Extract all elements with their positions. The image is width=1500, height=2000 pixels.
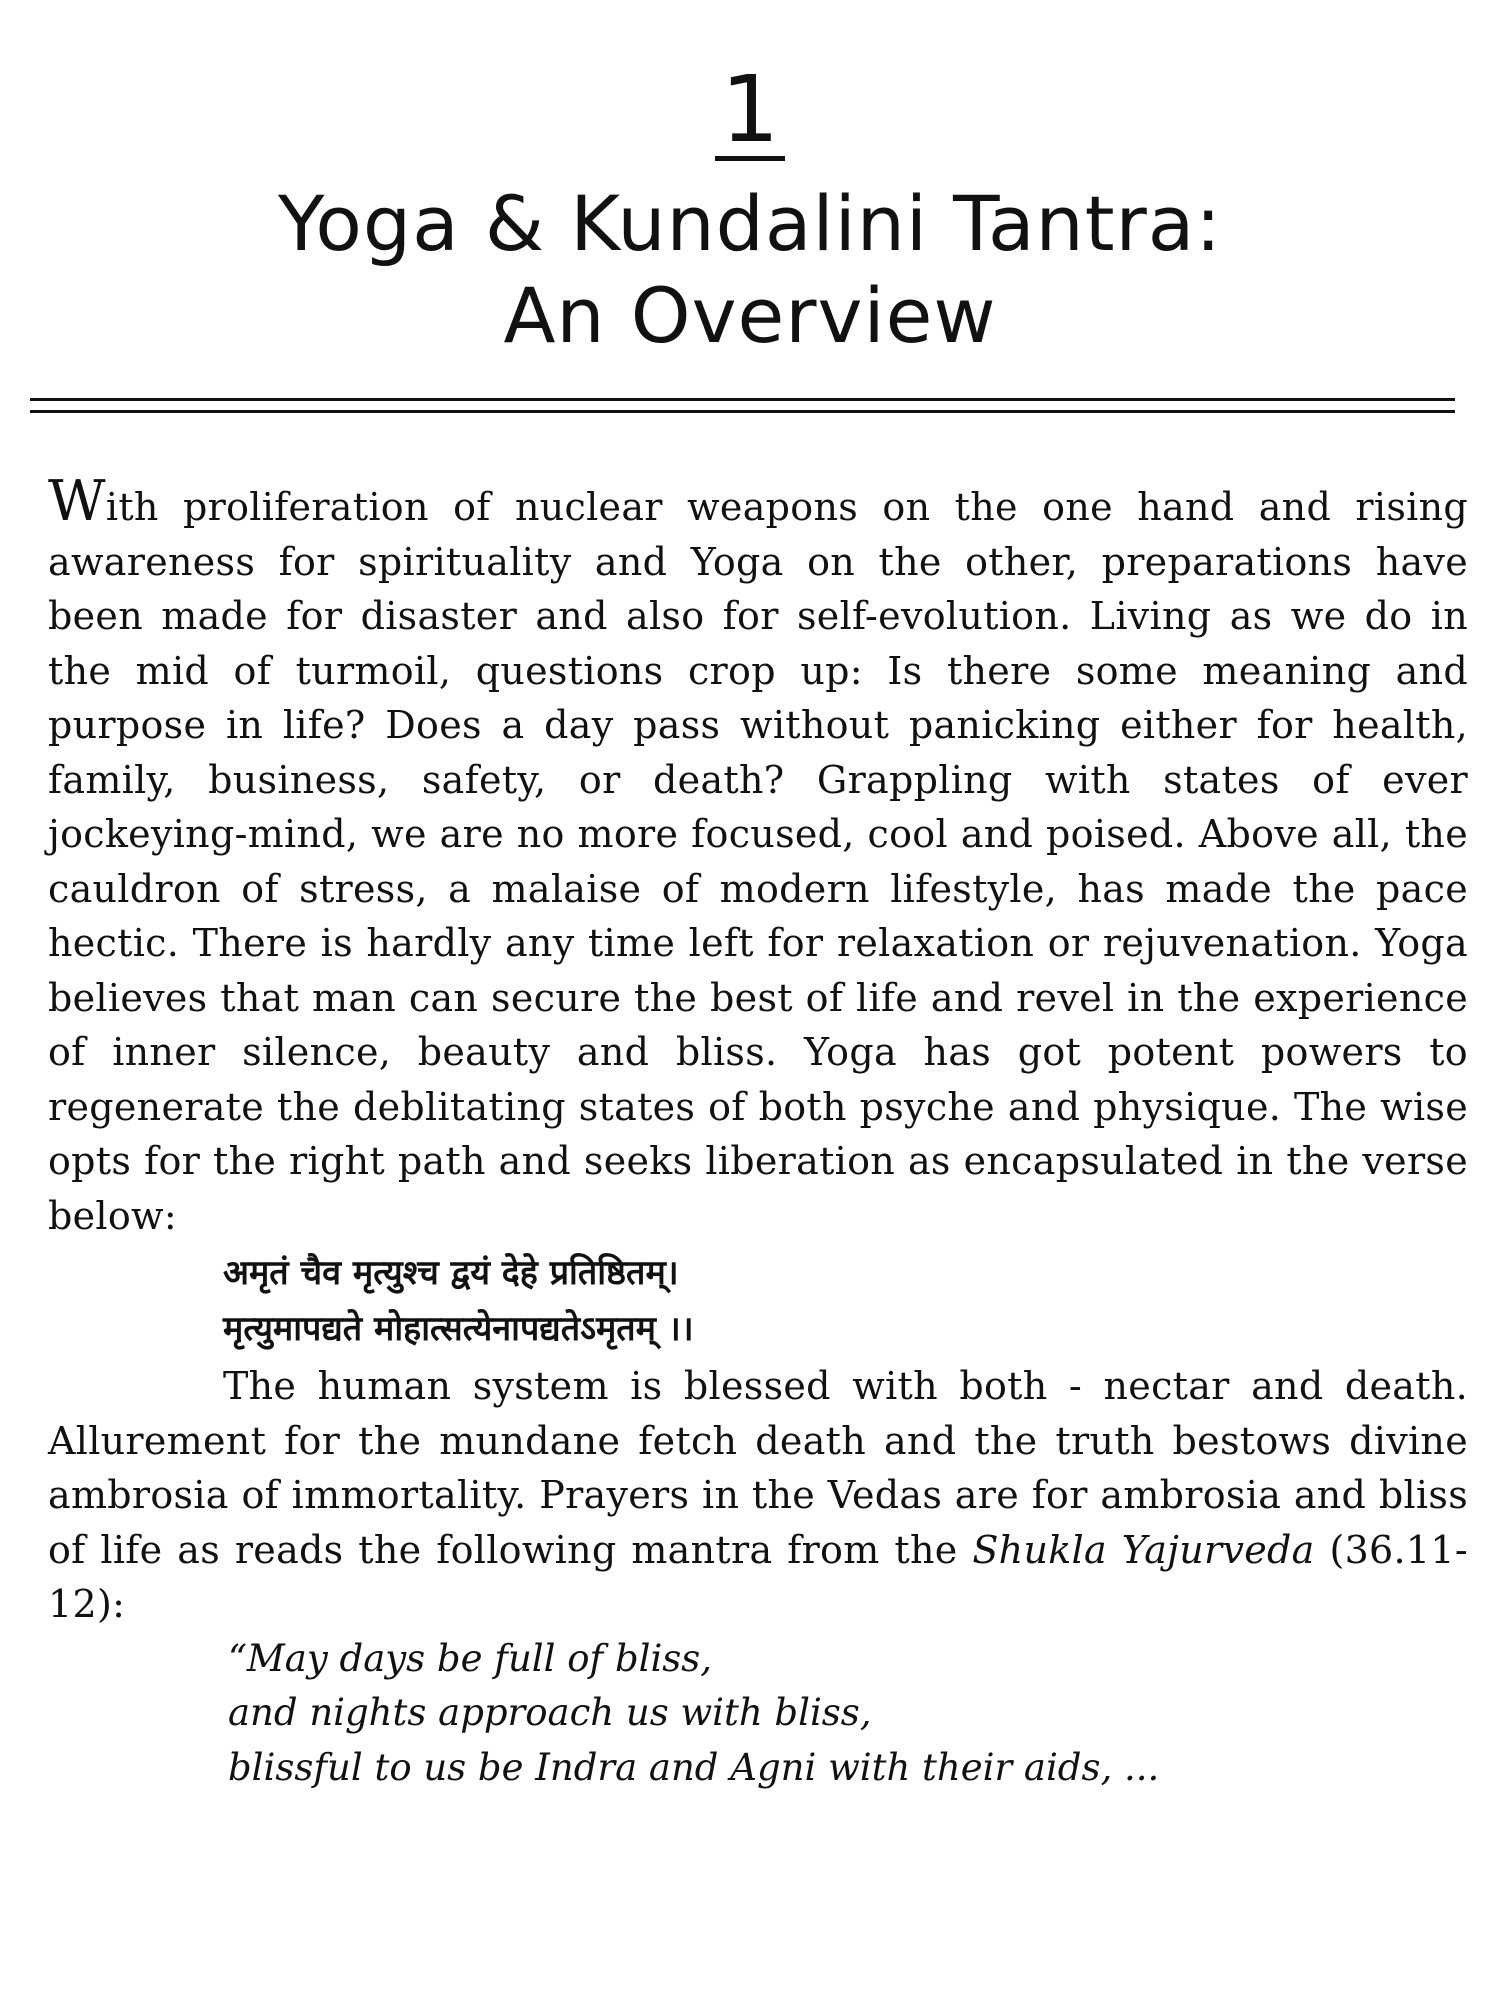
verse-line-2: मृत्युमापद्यते मोहात्सत्येनापद्यतेऽमृतम् ।। bbox=[223, 1309, 694, 1349]
scripture-title: Shukla Yajurveda bbox=[972, 1527, 1315, 1572]
title-double-rule bbox=[30, 398, 1455, 413]
chapter-number-text: 1 bbox=[715, 64, 786, 161]
paragraph-1-text: ith proliferation of nuclear weapons on the one hand and rising awareness for spirituality and Yoga on the other, preparations have been made for disaster and also for self-evolution. Living as we do in the mid of turmoil, questions crop up: Is there some meaning and purpose in life? Does a day pass without panicking either for health, family, business, safety, or death? Grappling with states of ever jockeying-mind, we are no more focused, cool and poised. Above all, the cauldron of stress, a malaise of modern lifestyle, has made the pace hectic. There is hardly any time left for relaxation or rejuvenation. Yoga believes that man can secure the best of life and revel in the experience of inner silence, beauty and bliss. Yoga has got potent powers to regenerate the deblitating states of both psyche and physique. The wise opts for the right path and seeks liberation as encapsulated in the verse below: bbox=[48, 485, 1468, 1238]
quote-line-2: and nights approach us with bliss, bbox=[228, 1691, 872, 1734]
mantra-quote bbox=[48, 1632, 1468, 1796]
paragraph-2-citation: (36.11-12): bbox=[48, 1527, 1469, 1626]
verse-line-1: अमृतं चैव मृत्युश्च द्वयं देहे प्रतिष्ठितम्। bbox=[223, 1253, 679, 1293]
paragraph-2-text: The human system is blessed with both - nectar and death. Allurement for the mundane fetch death and the truth bestows divine ambrosia of immortality. Prayers in the Vedas are for ambrosia and bliss of life as reads the following mantra from the bbox=[48, 1364, 1468, 1572]
chapter-title bbox=[0, 178, 1500, 362]
paragraph-1 bbox=[48, 469, 1468, 1243]
sanskrit-verse bbox=[48, 1245, 1468, 1357]
chapter-number bbox=[0, 56, 1500, 163]
body-text bbox=[48, 469, 1469, 1795]
quote-line-1: “May days be full of bliss, bbox=[228, 1636, 713, 1680]
paragraph-2 bbox=[48, 1359, 1468, 1632]
quote-line-3: blissful to us be Indra and Agni with their aids, ... bbox=[228, 1745, 1160, 1789]
drop-cap: W bbox=[48, 469, 106, 534]
chapter-title-line-2: An Overview bbox=[503, 271, 997, 360]
chapter-title-line-1: Yoga & Kundalini Tantra: bbox=[278, 179, 1222, 268]
